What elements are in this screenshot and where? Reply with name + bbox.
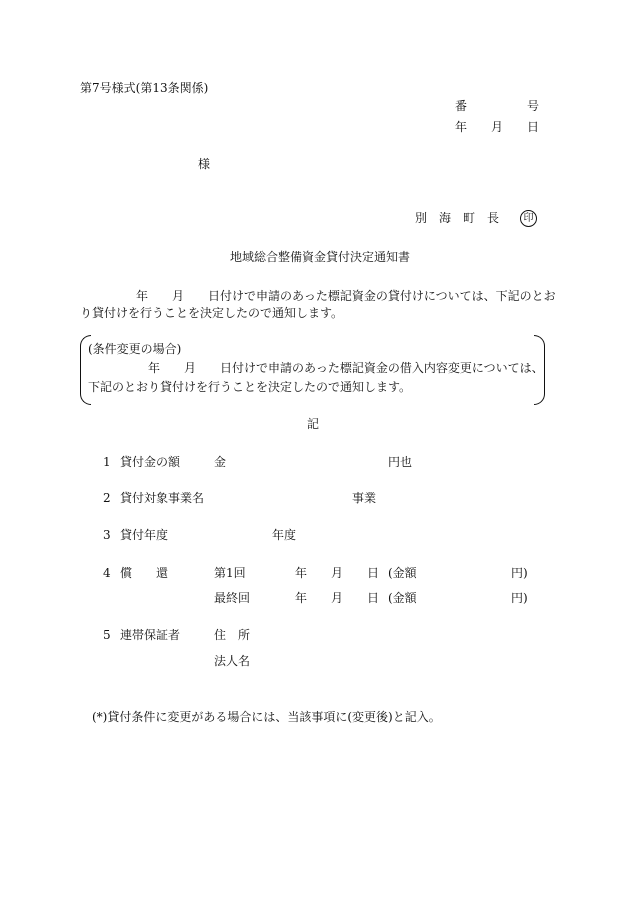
document-number-label: 番 号 [455,99,540,113]
repayment-first-amount-open: (金額 [388,566,417,580]
form-number-label: 第7号様式(第13条関係) [80,81,209,95]
condition-change-heading: (条件変更の場合) [88,342,182,356]
item-3-label: 貸付年度 [120,528,169,542]
item-3-suffix: 年度 [272,528,297,542]
repayment-first-date: 年 月 日 [295,566,380,580]
condition-change-line-1: 年 月 日付けで申請のあった標記資金の借入内容変更については、 [148,361,544,375]
ki-heading: 記 [307,417,320,431]
repayment-last-amount-open: (金額 [388,591,417,605]
footnote: (*)貸付条件に変更がある場合には、当該事項に(変更後)と記入。 [92,710,441,724]
item-4-label: 償 還 [120,566,169,580]
repayment-last-date: 年 月 日 [295,591,380,605]
item-5-label: 連帯保証者 [120,628,181,642]
seal-mark: 印 [520,210,537,227]
body-line-1: 年 月 日付けで申請のあった標記資金の貸付けについては、下記のとお [136,289,556,303]
addressee-honorific: 様 [198,157,211,171]
issuer-name: 別 海 町 長 [415,211,500,225]
item-1-label: 貸付金の額 [120,455,181,469]
repayment-last-label: 最終回 [214,591,251,605]
item-2-number: 2 [103,491,111,505]
repayment-last-amount-close: 円) [511,591,528,605]
item-2-suffix: 事業 [352,491,377,505]
repayment-first-label: 第1回 [214,566,246,580]
condition-change-line-2: 下記のとおり貸付けを行うことを決定したので通知します。 [88,380,412,394]
item-5-number: 5 [103,628,111,642]
issue-date-label: 年 月 日 [455,120,540,134]
item-1-suffix: 円也 [388,455,413,469]
guarantor-address-label: 住 所 [214,628,251,642]
document-title: 地域総合整備資金貸付決定通知書 [230,250,411,264]
item-2-label: 貸付対象事業名 [120,491,205,505]
item-1-prefix: 金 [214,455,227,469]
item-4-number: 4 [103,566,111,580]
guarantor-corp-name-label: 法人名 [214,654,251,668]
repayment-first-amount-close: 円) [511,566,528,580]
item-3-number: 3 [103,528,111,542]
body-line-2: り貸付けを行うことを決定したので通知します。 [80,306,344,320]
item-1-number: 1 [103,455,111,469]
